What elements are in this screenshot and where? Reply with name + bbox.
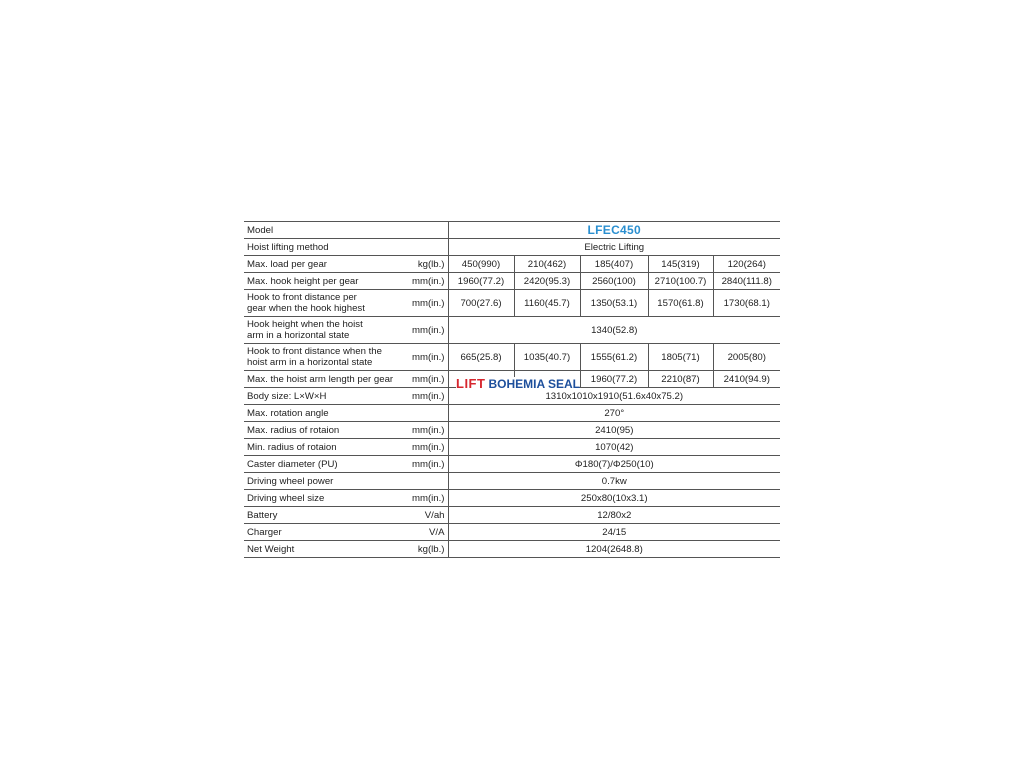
- model-name: LFEC450: [448, 222, 780, 239]
- table-row: [244, 422, 780, 439]
- gear-value: 2840(111.8): [713, 273, 780, 290]
- row-label: Max. hook height per gear: [244, 273, 408, 290]
- gear-value: 1160(45.7): [514, 290, 580, 317]
- row-label: Max. rotation angle: [244, 405, 408, 422]
- watermark-logo: [456, 376, 580, 391]
- row-value: 270°: [448, 405, 780, 422]
- row-value: 1204(2648.8): [448, 541, 780, 558]
- row-label: Driving wheel size: [244, 490, 408, 507]
- gear-value: 145(319): [648, 256, 713, 273]
- gear-value: 1730(68.1): [713, 290, 780, 317]
- gear-value: 450(990): [448, 256, 514, 273]
- table-row: [244, 222, 780, 239]
- table-row: [244, 541, 780, 558]
- gear-value: 1570(61.8): [648, 290, 713, 317]
- row-value: 12/80x2: [448, 507, 780, 524]
- gear-value: 700(27.6): [448, 290, 514, 317]
- row-unit: kg(lb.): [408, 541, 448, 558]
- row-label: Max. the hoist arm length per gear: [244, 371, 408, 388]
- gear-value: 120(264): [713, 256, 780, 273]
- row-value: 1310x1010x1910(51.6x40x75.2): [448, 388, 780, 405]
- row-label: Hook height when the hoist arm in a horizontal state: [244, 317, 408, 344]
- row-unit: mm(in.): [408, 490, 448, 507]
- table-row: [244, 344, 780, 371]
- row-unit: mm(in.): [408, 290, 448, 317]
- gear-value: 1035(40.7): [514, 344, 580, 371]
- table-row: [244, 256, 780, 273]
- row-unit: V/A: [408, 524, 448, 541]
- row-value: 1340(52.8): [448, 317, 780, 344]
- table-row: [244, 239, 780, 256]
- row-unit: V/ah: [408, 507, 448, 524]
- row-label: Caster diameter (PU): [244, 456, 408, 473]
- table-row: [244, 439, 780, 456]
- row-label: Hook to front distance when the hoist arm in a horizontal state: [244, 344, 408, 371]
- watermark-lift: LIFT: [456, 376, 486, 391]
- row-value: Electric Lifting: [448, 239, 780, 256]
- row-value: 250x80(10x3.1): [448, 490, 780, 507]
- gear-value: 2560(100): [580, 273, 648, 290]
- row-unit: mm(in.): [408, 273, 448, 290]
- table-row: [244, 273, 780, 290]
- gear-value: 2005(80): [713, 344, 780, 371]
- row-value: 0.7kw: [448, 473, 780, 490]
- row-label: Driving wheel power: [244, 473, 408, 490]
- gear-value: 1555(61.2): [580, 344, 648, 371]
- table-row: [244, 473, 780, 490]
- gear-value: 1960(77.2): [580, 371, 648, 388]
- row-label: Max. load per gear: [244, 256, 408, 273]
- table-row: [244, 317, 780, 344]
- row-value: 2410(95): [448, 422, 780, 439]
- table-row: [244, 490, 780, 507]
- gear-value: 1350(53.1): [580, 290, 648, 317]
- row-label: Hook to front distance per gear when the hook highest: [244, 290, 408, 317]
- row-label: Net Weight: [244, 541, 408, 558]
- row-unit: mm(in.): [408, 344, 448, 371]
- row-label: Min. radius of rotaion: [244, 439, 408, 456]
- gear-value: 1960(77.2): [448, 273, 514, 290]
- gear-value: 185(407): [580, 256, 648, 273]
- row-unit: mm(in.): [408, 371, 448, 388]
- row-label: Body size: L×W×H: [244, 388, 408, 405]
- row-label: Max. radius of rotaion: [244, 422, 408, 439]
- table-row: [244, 405, 780, 422]
- row-unit: kg(lb.): [408, 256, 448, 273]
- gear-value: 210(462): [514, 256, 580, 273]
- gear-value: 2420(95.3): [514, 273, 580, 290]
- table-row: [244, 524, 780, 541]
- table-row: [244, 290, 780, 317]
- row-value: Φ180(7)/Φ250(10): [448, 456, 780, 473]
- row-unit: mm(in.): [408, 388, 448, 405]
- row-label: Charger: [244, 524, 408, 541]
- gear-value: 1805(71): [648, 344, 713, 371]
- table-row: [244, 456, 780, 473]
- row-unit: mm(in.): [408, 439, 448, 456]
- gear-value: 2210(87): [648, 371, 713, 388]
- gear-value: 2410(94.9): [713, 371, 780, 388]
- row-unit: mm(in.): [408, 456, 448, 473]
- row-label: Battery: [244, 507, 408, 524]
- row-unit: mm(in.): [408, 422, 448, 439]
- watermark-brand: BOHEMIA SEAL: [488, 377, 580, 391]
- gear-value: 2710(100.7): [648, 273, 713, 290]
- row-value: 1070(42): [448, 439, 780, 456]
- row-label: Hoist lifting method: [244, 239, 408, 256]
- gear-value: 665(25.8): [448, 344, 514, 371]
- row-value: 24/15: [448, 524, 780, 541]
- row-unit: mm(in.): [408, 317, 448, 344]
- row-label: Model: [244, 222, 408, 239]
- table-row: [244, 507, 780, 524]
